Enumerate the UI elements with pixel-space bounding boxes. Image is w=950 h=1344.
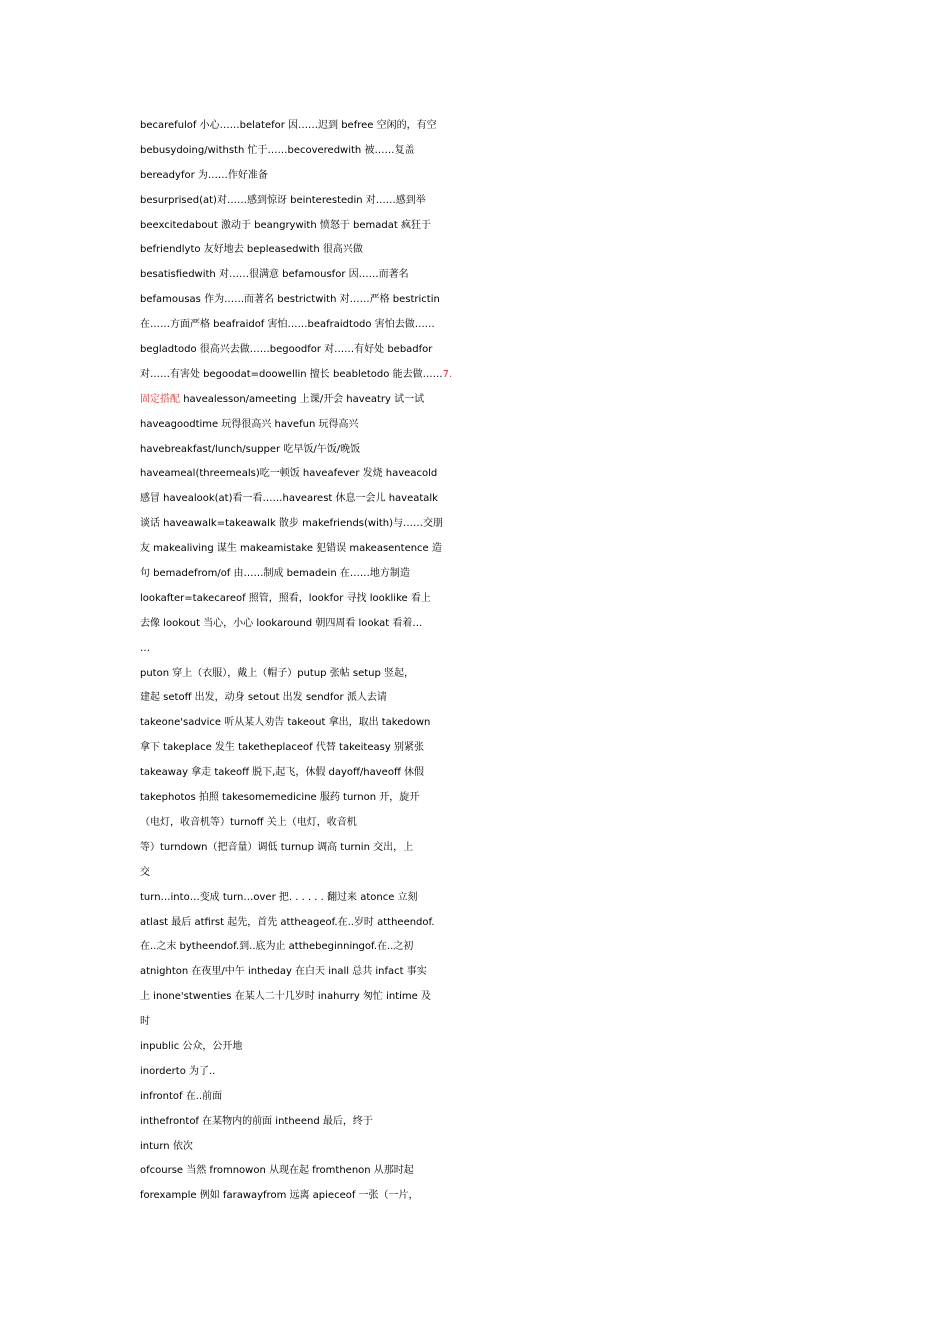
section-heading: 固定搭配 [140,393,180,405]
text-line: inpublic 公众，公开地 [140,1040,243,1052]
text-line: besurprised(at)对……感到惊讶 beinterestedin 对……感到举 [140,194,426,206]
text-line: bereadyfor 为……作好准备 [140,169,268,181]
text-line: bebusydoing/withsth 忙于……becoveredwith 被……复盖 [140,144,415,156]
section-number: 7. [442,368,453,380]
text-line: 上 inone'stwenties 在某人二十几岁时 inahurry 匆忙 intime 及 [140,991,432,1003]
text-line: takeaway 拿走 takeoff 脱下,起飞，休假 dayoff/haveoff 休假 [140,767,425,779]
text-line: 感冒 havealook(at)看一看……havearest 休息一会儿 haveatalk [140,493,438,505]
text-line: inthefrontof 在某物内的前面 intheend 最后，终于 [140,1115,373,1127]
text-line: inorderto 为了.. [140,1065,216,1077]
text-line: inturn 依次 [140,1140,193,1152]
text-line: puton 穿上（衣服），戴上（帽子）putup 张帖 setup 竖起， [140,667,415,679]
text-line: begladtodo 很高兴去做……begoodfor 对……有好处 bebadfor [140,344,433,356]
text-line: lookafter=takecareof 照管，照看，lookfor 寻找 looklike 看上 [140,592,431,604]
text-line: takephotos 拍照 takesomemedicine 服药 turnon 开，旋开 [140,792,420,804]
text-segment: 对……有害处 begoodat=doowellin 擅长 beabletodo 能去做…… [140,368,443,380]
text-line: haveameal(threemeals)吃一顿饭 haveafever 发烧 haveacold [140,468,438,480]
text-line: beexcitedabout 激动于 beangrywith 愤怒于 bemadat 疯狂于 [140,219,431,231]
text-line: atlast 最后 atfirst 起先，首先 attheageof.在..岁时 attheendof. [140,916,435,928]
text-line: atnighton 在夜里/中午 intheday 在白天 inall 总共 infact 事实 [140,966,427,978]
text-line: takeone'sadvice 听从某人劝告 takeout 拿出，取出 takedown [140,717,431,729]
text-line: turn…into…变成 turn…over 把. . . . . . 翻过来 atonce 立刻 [140,891,418,903]
text-line: 建起 setoff 出发，动身 setout 出发 sendfor 派人去请 [140,692,387,704]
text-line: forexample 例如 farawayfrom 远离 apieceof 一张（一片， [140,1190,419,1202]
body-text [140,114,585,1209]
text-line: （电灯，收音机等）turnoff 关上（电灯，收音机 [140,816,357,828]
text-line: besatisfiedwith 对……很满意 befamousfor 因……而著名 [140,269,409,281]
text-line: 谈话 haveawalk=takeawalk 散步 makefriends(with)与……交朋 [140,518,444,530]
text-line: havebreakfast/lunch/supper 吃早饭/午饭/晚饭 [140,443,361,455]
text-line: befamousas 作为……而著名 bestrictwith 对……严格 bestrictin [140,294,440,306]
text-line: 句 bemadefrom/of 由……制成 bemadein 在……地方制造 [140,568,410,580]
text-line: 去像 lookout 当心，小心 lookaround 朝四周看 lookat 看着… [140,617,423,629]
text-line: 在……方面严格 beafraidof 害怕……beafraidtodo 害怕去做…… [140,319,435,331]
text-line: 等）turndown（把音量）调低 turnup 调高 turnin 交出，上 [140,841,414,853]
text-line: 交 [140,866,150,878]
text-line: befriendlyto 友好地去 bepleasedwith 很高兴做 [140,244,363,256]
text-line: becarefulof 小心……belatefor 因……迟到 befree 空闲的，有空 [140,120,437,131]
text-line: infrontof 在..前面 [140,1090,223,1102]
text-line: … [140,642,150,654]
text-line [140,363,585,388]
text-line: 拿下 takeplace 发生 taketheplaceof 代替 takeiteasy 别紧张 [140,742,424,754]
text-line [140,388,585,413]
text-line: 友 makealiving 谋生 makeamistake 犯错误 makeasentence 造 [140,543,442,555]
text-segment: havealesson/ameeting 上课/开会 haveatry 试一试 [183,393,425,405]
text-line: 时 [140,1016,150,1028]
text-line: ofcourse 当然 fromnowon 从现在起 fromthenon 从那时起 [140,1165,414,1177]
text-line: 在..之末 bytheendof.到..底为止 atthebeginningof.在..之初 [140,941,414,953]
text-line: haveagoodtime 玩得很高兴 havefun 玩得高兴 [140,418,359,430]
